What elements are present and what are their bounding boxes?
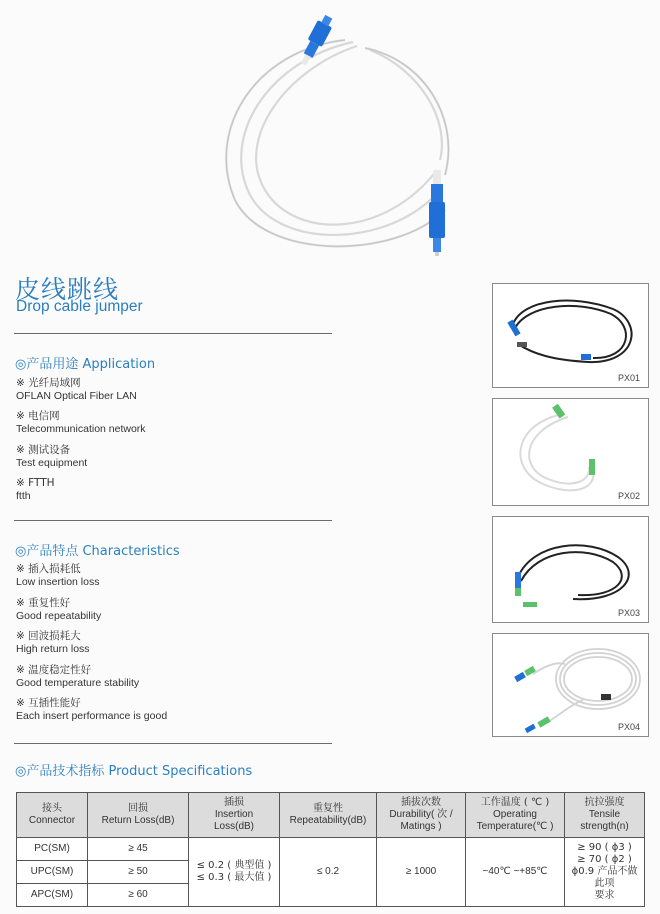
application-item-en: OFLAN Optical Fiber LAN xyxy=(16,390,137,402)
characteristics-heading: ◎产品特点 Characteristics xyxy=(15,544,180,559)
cell-return-loss: ≥ 45 xyxy=(88,838,189,861)
cell-durability: ≥ 1000 xyxy=(377,838,466,907)
header-en: Loss(dB) xyxy=(213,821,254,832)
header-en: Tensile strength(n) xyxy=(580,809,629,832)
characteristic-item-cn: ※ 回波损耗大 xyxy=(16,630,81,642)
insertion-loss-max: ≤ 0.3 ( 最大值 ) xyxy=(196,872,272,883)
header-en: Durability( 次 / xyxy=(389,809,453,820)
application-item xyxy=(16,444,87,470)
application-item-en: ftth xyxy=(16,490,31,502)
table-row xyxy=(17,838,645,861)
header-cn: 插拔次数 xyxy=(401,797,441,808)
black-cable-green-connector-image xyxy=(493,517,648,622)
header-tensile xyxy=(565,793,645,838)
cell-return-loss: ≥ 50 xyxy=(88,861,189,884)
header-cn: 重复性 xyxy=(313,803,343,814)
header-cn: 工作温度 ( ℃ ) xyxy=(480,797,550,808)
characteristic-item xyxy=(16,563,99,589)
white-cable-green-connector-image xyxy=(493,399,648,505)
header-repeatability xyxy=(280,793,377,838)
characteristic-item xyxy=(16,597,101,623)
application-item xyxy=(16,377,137,403)
header-en: Temperature(℃ ) xyxy=(476,821,554,832)
cell-return-loss: ≥ 60 xyxy=(88,884,189,907)
divider xyxy=(14,520,332,521)
header-en: Return Loss(dB) xyxy=(101,815,175,826)
characteristic-item xyxy=(16,697,167,723)
characteristic-item-cn: ※ 温度稳定性好 xyxy=(16,664,92,676)
specifications-table xyxy=(16,792,645,907)
header-return-loss xyxy=(88,793,189,838)
header-temperature xyxy=(466,793,565,838)
header-cn: 插损 xyxy=(224,797,244,808)
product-thumbnail-px04 xyxy=(492,633,649,737)
cell-connector: APC(SM) xyxy=(17,884,88,907)
insertion-loss-typical: ≤ 0.2 ( 典型值 ) xyxy=(196,860,272,871)
product-thumbnail-px02 xyxy=(492,398,649,506)
application-item-cn: ※ 光纤局域网 xyxy=(16,377,81,389)
characteristic-item-cn: ※ 插入损耗低 xyxy=(16,563,81,575)
divider xyxy=(14,743,332,744)
thumbnail-caption: PX03 xyxy=(617,608,640,618)
characteristic-item-cn: ※ 重复性好 xyxy=(16,597,71,609)
characteristic-item xyxy=(16,630,90,656)
cell-tensile xyxy=(565,838,645,907)
cell-insertion-loss xyxy=(189,838,280,907)
thumbnail-caption: PX01 xyxy=(617,373,640,383)
drop-cable-jumper-photo xyxy=(195,10,485,275)
cell-repeatability: ≤ 0.2 xyxy=(280,838,377,907)
tensile-line: ≥ 70 ( ϕ2 ) xyxy=(577,854,632,865)
cell-connector: PC(SM) xyxy=(17,838,88,861)
cell-temperature: −40℃ ~+85℃ xyxy=(466,838,565,907)
cell-connector: UPC(SM) xyxy=(17,861,88,884)
application-heading: ◎产品用途 Application xyxy=(15,357,156,372)
application-item-cn: ※ FTTH xyxy=(16,477,55,489)
application-item-en: Test equipment xyxy=(16,457,88,469)
characteristic-item-en: Good repeatability xyxy=(16,610,102,622)
application-item-en: Telecommunication network xyxy=(16,423,146,435)
application-item-cn: ※ 电信网 xyxy=(16,410,60,422)
application-item xyxy=(16,477,55,503)
header-insertion-loss xyxy=(189,793,280,838)
tensile-line: 要求 xyxy=(594,890,615,901)
white-cable-blue-green-connector-image xyxy=(493,634,648,736)
black-cable-blue-connector-image xyxy=(493,284,648,387)
header-cn: 回损 xyxy=(128,803,148,814)
characteristic-item-en: Each insert performance is good xyxy=(16,710,168,722)
tensile-line: ≥ 90 ( ϕ3 ) xyxy=(577,842,632,853)
page-title-cn: 皮线跳线 xyxy=(15,275,120,304)
tensile-line: ϕ0.9 产品不做此项 xyxy=(571,866,638,889)
specifications-heading: ◎产品技术指标 Product Specifications xyxy=(15,764,253,779)
characteristic-item-cn: ※ 互插性能好 xyxy=(16,697,81,709)
header-en: Connector xyxy=(28,815,76,826)
header-en: Repeatability(dB) xyxy=(289,815,367,826)
characteristic-item-en: Low insertion loss xyxy=(16,576,100,588)
table-header-row xyxy=(17,793,645,838)
product-thumbnail-px01 xyxy=(492,283,649,388)
characteristic-item-en: Good temperature stability xyxy=(16,677,140,689)
characteristic-item xyxy=(16,664,139,690)
header-en: Matings ) xyxy=(400,821,442,832)
divider xyxy=(14,333,332,334)
page-title-en: Drop cable jumper xyxy=(16,298,143,315)
thumbnail-caption: PX02 xyxy=(617,491,640,501)
application-item-cn: ※ 测试设备 xyxy=(16,444,71,456)
product-thumbnail-px03 xyxy=(492,516,649,623)
thumbnail-caption: PX04 xyxy=(617,722,640,732)
header-en: Insertion xyxy=(214,809,254,820)
header-cn: 接头 xyxy=(42,803,62,814)
application-item xyxy=(16,410,146,436)
header-connector xyxy=(17,793,88,838)
header-cn: 抗拉强度 xyxy=(584,797,625,808)
header-durability xyxy=(377,793,466,838)
characteristic-item-en: High return loss xyxy=(16,643,90,655)
header-en: Operating xyxy=(493,809,537,820)
